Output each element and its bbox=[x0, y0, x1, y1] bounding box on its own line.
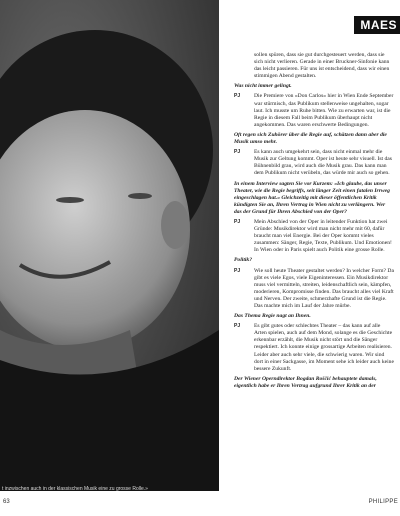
question: In einem Interview sagten Sie vor Kurzem: «Ich glaube, das unser Theater, wie die Regie begriffs, seit länger Zeit einen fatalen Irrweg eingeschlagen hat.» Gleichzeitig mit dieser öffentlichen Kritik kündigten Sie an, Ihren Vertrag in Wien nicht zu verlängern. Wer das der Grund für Ihren Abschied von der Oper? bbox=[234, 180, 390, 215]
speaker-label: PJ bbox=[234, 93, 241, 100]
answer-text: Mein Abschied von der Oper in leitender Funktion hat zwei Gründe: Musikdirektor wird man nicht mehr mit 60, dafür braucht man viel Energie. Bei der Oper kommt vieles zusammen: Sänger, Regie, Texte, Publikum. Und Emotionen! In Wien oder in Paris spielt auch Politik eine grosse Rolle. bbox=[254, 218, 392, 254]
photo-caption: t inzwischen auch in der klassischen Musik eine zu grosse Rolle.» bbox=[2, 486, 148, 492]
intro-paragraph: sollen spüren, dass sie gut durchgesteuert werden, dass sie sich nicht verlieren. Gerade in einer Bruckner-Sinfonie kann das leicht passieren. Für uns ist entscheidend, dass wir einen stimmigen Abend gestalten. bbox=[254, 52, 390, 80]
answer-text: Es gibt gutes oder schlechtes Theater – das kann auf alle Arten spielen, auch auf dem Mond, solange es die Geschichte erkennbar erzählt, die Musik nicht stört und die Sänger respektiert. Ich konnte einige grossartige Arbeiten realisieren. Leider aber auch sehr viele, die schwierig waren. Wir sind dort in einer Sackgasse, im Moment sehe ich leider auch keine bessere Zukunft. bbox=[254, 323, 394, 372]
page-number: 63 bbox=[3, 499, 10, 505]
closing-question: Der Wiener Operndirektor Bogdan Roščić behauptete damals, eigentlich habe er Ihren Vertrag aufgrund Ihrer Kritik an der bbox=[234, 375, 377, 389]
footer-name: PHILIPPE bbox=[368, 499, 398, 505]
speaker-label: PJ bbox=[234, 149, 241, 156]
answer bbox=[234, 93, 394, 128]
speaker-label: PJ bbox=[234, 323, 241, 330]
answer bbox=[234, 149, 394, 177]
answer-text: Die Premiere von «Don Carlos» hier in Wien Ende September war stürmisch, das Publikum stellenweise ungehalten, sogar laut. Ich musste um Ruhe bitten. Wie zu erwarten war, ist die Regie in diesem Fall beim Publikum überhaupt nicht angekommen. Das waren erschwerte Bedingungen. bbox=[254, 93, 394, 128]
answer bbox=[234, 323, 394, 373]
article-column bbox=[234, 52, 394, 393]
answer bbox=[234, 268, 394, 311]
speaker-label: PJ bbox=[234, 267, 241, 274]
speaker-label: PJ bbox=[234, 218, 241, 225]
question: Das Thema Regie nagt an Ihnen. bbox=[234, 313, 311, 320]
answer-text: Wie soll heute Theater gestaltet werden? In welcher Form? Da gibt es viele Egos, viele Eigeninteressen. Ein Musikdirektor muss viel vermitteln, streiten, leidenschaftlich sein, kämpfen, moderieren, Kompromisse finden. Das braucht alles viel Kraft und Nerven. Der zweite, schmerzhafte Grund ist die Regie. Das machte mich im Lauf der Jahre mürbe. bbox=[254, 267, 394, 309]
answer-text: Es kann auch umgekehrt sein, dass nicht einmal mehr die Musik zur Geltung kommt. Oper ist heute sehr visuell. Ist das Bühnenbild grau, wird auch die Musik grau. Das kann man dem Publikum nicht verübeln, das würde mir auch so gehen. bbox=[254, 149, 392, 177]
answer bbox=[234, 219, 394, 254]
question: Oft regen sich Zuhörer über die Regie auf, schätzen dann aber die Musik umso mehr. bbox=[234, 131, 387, 146]
magazine-brand: MAES bbox=[354, 16, 400, 34]
question: Politik? bbox=[234, 257, 253, 264]
question: Was nicht immer gelingt. bbox=[234, 83, 292, 90]
